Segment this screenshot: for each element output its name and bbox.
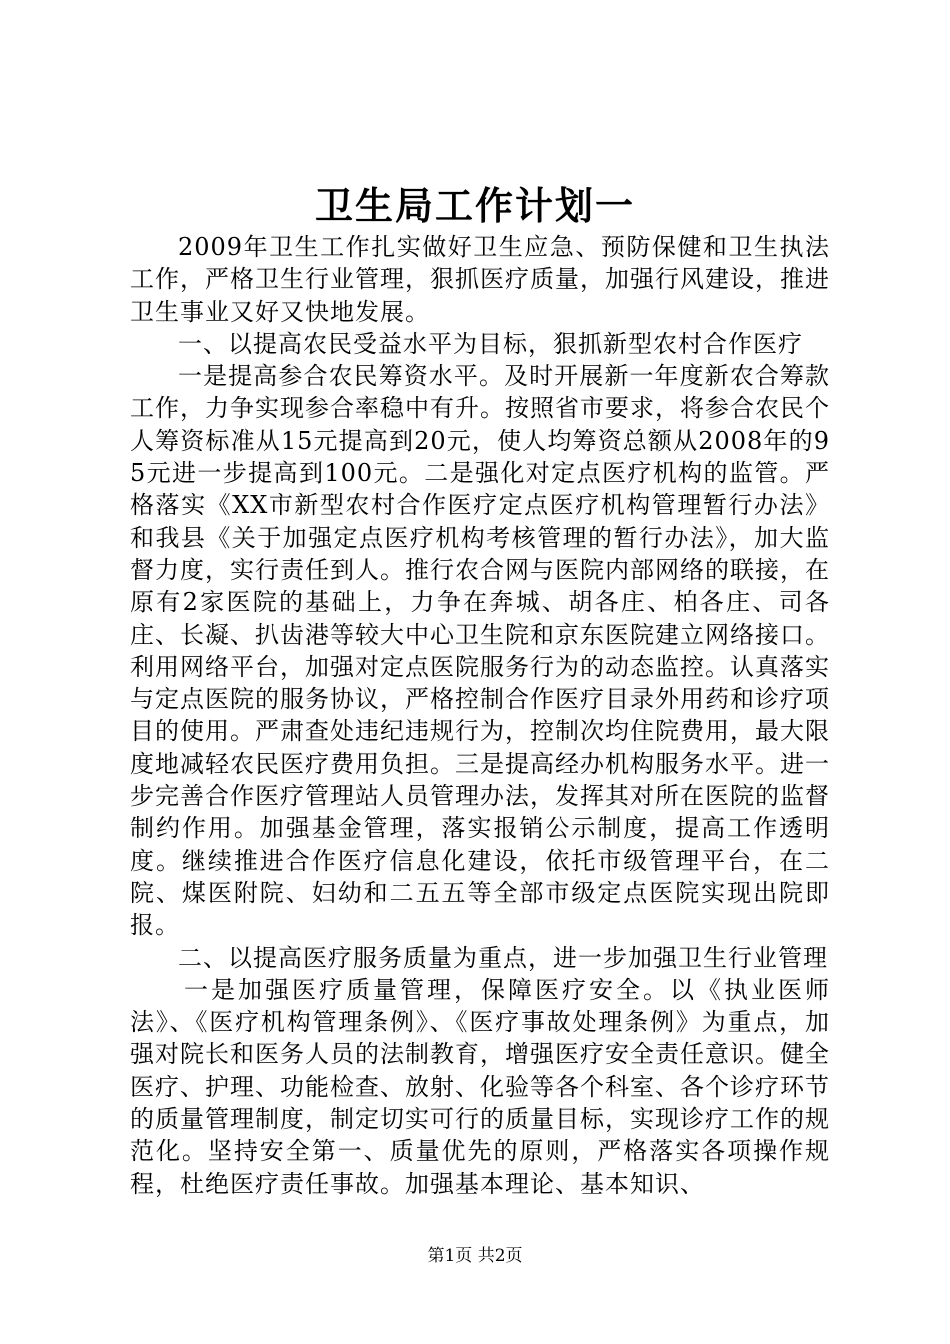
paragraph-section-1: 一是提高参合农民筹资水平。及时开展新一年度新农合筹款工作，力争实现参合率稳中有升。按照省市要求，将参合农民个人筹资标准从15元提高到20元，使人均筹资总额从2008年的95元进一步提高到100元。二是强化对定点医疗机构的监管。严格落实《XX市新型农村合作医疗定点医疗机构管理暂行办法》和我县《关于加强定点医疗机构考核管理的暂行办法》，加大监督力度，实行责任到人。推行农合网与医院内部网络的联接，在原有2家医院的基础上，力争在奔城、胡各庄、柏各庄、司各庄、长凝、扒齿港等较大中心卫生院和京东医院建立网络接口。利用网络平台，加强对定点医院服务行为的动态监控。认真落实与定点医院的服务协议，严格控制合作医疗目录外用药和诊疗项目的使用。严肃查处违纪违规行为，控制次均住院费用，最大限度地减轻农民医疗费用负担。三是提高经办机构服务水平。进一步完善合作医疗管理站人员管理办法，发挥其对所在医院的监督制约作用。加强基金管理，落实报销公示制度，提高工作透明度。继续推进合作医疗信息化建设，依托市级管理平台，在二院、煤医附院、妇幼和二五五等全部市级定点医院实现出院即报。 xyxy=(130,362,830,940)
paragraph-intro: 2009年卫生工作扎实做好卫生应急、预防保健和卫生执法工作，严格卫生行业管理，狠抓医疗质量，加强行风建设，推进卫生事业又好又快地发展。 xyxy=(130,233,830,326)
page-footer: 第1页 共2页 xyxy=(427,1246,523,1266)
section-heading-2: 二、以提高医疗服务质量为重点，进一步加强卫生行业管理 xyxy=(178,943,828,972)
document-title: 卫生局工作计划一 xyxy=(314,183,635,228)
document-body xyxy=(130,231,830,1200)
section-heading-1: 一、以提高农民受益水平为目标，狠抓新型农村合作医疗 xyxy=(178,329,803,358)
paragraph-section-2: 一是加强医疗质量管理，保障医疗安全。以《执业医师法》、《医疗机构管理条例》、《医疗事故处理条例》为重点，加强对院长和医务人员的法制教育，增强医疗安全责任意识。健全医疗、护理、功能检查、放射、化验等各个科室、各个诊疗环节的质量管理制度，制定切实可行的质量目标，实现诊疗工作的规范化。坚持安全第一、质量优先的原则，严格落实各项操作规程，杜绝医疗责任事故。加强基本理论、基本知识、 xyxy=(130,975,830,1198)
